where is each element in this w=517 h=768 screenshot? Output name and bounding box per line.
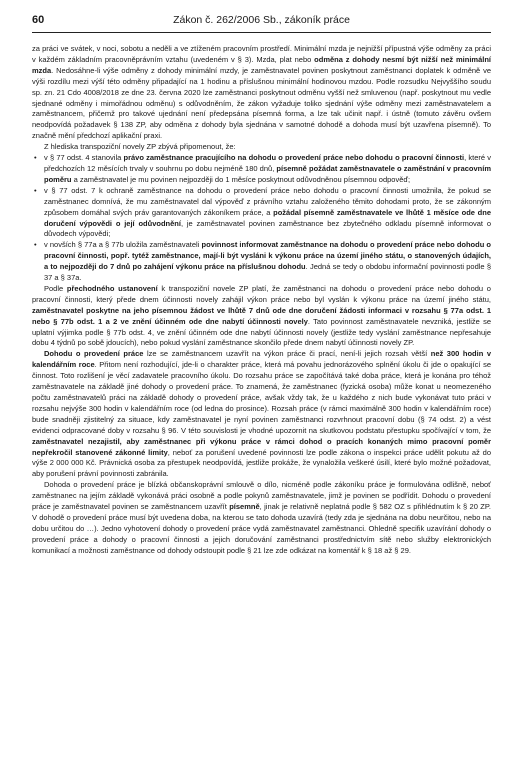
text-run: . Nedosáhne-li výše odměny z dohody minimální mzdy, je zaměstnavatel povinen poskytnout zaměstnanci doplatek k odměně ve výši rozdílu mezi výší této odměny připadající na 1 hodinu a příslušnou minimální hodinovou mzdou. Podle rozsudku Nejvyššího soudu sp. zn. 21 Cdo 4008/2018 ze dne 23. června 2020 lze zaměstnanci poskytnout odměnu vyšší než smluvenou (např. poskytnout mu vedle sjednané odměny i mimořádnou odměnu) s odůvodněním, že zákon vyžaduje toliko sjednání výše odměny mezi zaměstnavatelem a zaměstnancem, přičemž pro takové ujednání není předepsána písemná forma, a lze tak učinit např. i ústně (tomuto závěru ovšem neodpovídá požadavek § 138 ZP, aby odměna z dohody byla sjednána v samotné dohodě a dohoda musí být uzavřena písemně). To značně mění předchozí aplikační praxi.: [32, 65, 491, 141]
text-run: k transpoziční novele ZP platí, že zaměstnanci na dohodu o provedení práce nebo dohodu o pracovní činnosti, který přede dnem účinnosti novely zahájil výkon práce nebo byl vyslán k výkonu práce na území jiného státu,: [32, 283, 491, 304]
emphasis-run: odměna z dohody nesmí být nižší než minimální mzda: [32, 54, 492, 75]
paragraph-5: [32, 480, 491, 556]
paragraph-4: [32, 349, 491, 480]
text-run: , je zaměstnavatel povinen zaměstnance bez zbytečného odkladu písemně informovat o důvodech výpovědi;: [44, 218, 491, 239]
text-run: Dohoda o provedení práce je blízká občanskoprávní smlouvě o dílo, nicméně podle zákoníku práce je formulována odlišně, neboť zaměstnanec na jejím základě vykonává práci osobně a podle pokynů zaměstnavatele, jimž je povinen se podřídit. Dohodu o provedení práce je zaměstnavatel povinen se zaměstnancem uzavřít: [32, 480, 491, 512]
bullet-item-1: [32, 153, 491, 186]
text-run: lze se zaměstnancem uzavřít na výkon práce či prací, není-li jejich rozsah větší: [143, 349, 431, 359]
bullet-item-2: [32, 186, 491, 241]
emphasis-run: požádal písemně zaměstnavatele ve lhůtě 1 měsíce ode dne doručení výpovědi o její odůvodnění: [44, 207, 491, 228]
emphasis-run: než 300 hodin v kalendářním roce: [32, 349, 491, 370]
text-run: . Přitom není rozhodující, jde-li o charakter práce, která má povahu jednorázového splnění úkolu či jde o opakující se činnost. Toto rozlišení je věcí zadavatele pracovního úkolu. Do rozsahu práce se započítává také doba práce, která je konána pro téhož zaměstnavatele na základě jiné dohody o provedení práce. To znamená, že zaměstnanec (fyzická osoba) může konat u neomezeného počtu zaměstnavatelů práci na základě dohody o provedení práce, avšak vždy tak, že u každého z nich bude vykonávat tuto práci v rozsahu nejvýše 300 hodin v kalendářním roce (od ledna do prosince). Rozsah práce (v rámci maximálně 300 hodin v kalendářním roce) bude snadněji zjistitelný za situace, kdy zaměstnavatel je nyní povinen zaměstnanci rozvrhnout pracovní dobu (§ 74 odst. 2) a vést evidenci odpracované doby v rozsahu § 96. V této souvislosti je vhodné upozornit na skutkovou podstatu přestupku spočívající v tom, že: [32, 360, 491, 435]
text-run: , neboť za porušení uvedené povinnosti lze podle zákona o inspekci práce udělit pokutu až do výše 2 000 000 Kč. Právnická osoba za přestupek neodpovídá, jestliže prokáže, že vynaložila veškeré úsilí, které bylo možné požadovat, aby porušení právní povinnosti zabránila.: [32, 447, 491, 479]
emphasis-run: právo zaměstnance pracujícího na dohodu o provedení práce nebo dohodu o pracovní činnosti: [123, 153, 465, 163]
text-run: , které v předchozích 12 měsících trvaly v souhrnu po dobu nejméně 180 dnů,: [44, 153, 491, 173]
running-title: Zákon č. 262/2006 Sb., zákoník práce: [173, 14, 350, 26]
paragraph-3: [32, 284, 491, 349]
body-text: [32, 44, 491, 557]
emphasis-run: písemně: [229, 502, 260, 512]
text-run: Podle: [44, 283, 67, 293]
text-run: . Tato povinnost zaměstnavatele nevzniká, jestliže se uplatní výjimka podle § 77b odst. 4, ve znění účinném ode dne nabytí účinnosti novely (jestliže tedy vyslání zaměstnance nepřesahuje dobu 4 týdnů po sobě jdoucích), nebo pokud vyslání zaměstnance skončilo přede dnem nabytí účinnosti novely ZP.: [32, 316, 492, 348]
paragraph-1: [32, 44, 491, 142]
emphasis-run: povinnost informovat zaměstnance na dohodu o provedení práce nebo dohodu o pracovní činnosti, popř. tytéž zaměstnance, mají-li být vysláni k výkonu práce na území jiného státu, o stanovených údajích, a to nejpozději do 7 dnů po zahájení výkonu práce na příslušnou dohodu: [44, 240, 491, 272]
emphasis-run: zaměstnavatel poskytne na jeho písemnou žádost ve lhůtě 7 dnů ode dne doručení žádosti informaci v rozsahu § 77a odst. 1 nebo § 77b odst. 1 a 2 ve znění účinném ode dne nabytí účinnosti novely: [32, 305, 491, 326]
text-run: v § 77 odst. 4 stanovila: [44, 153, 124, 163]
page-header: [32, 14, 491, 33]
paragraph-2: Z hlediska transpoziční novely ZP zbývá připomenout, že:: [44, 142, 236, 152]
emphasis-run: písemně požádat zaměstnavatele o zaměstnání v pracovním poměru: [44, 163, 491, 184]
emphasis-run: Dohodu o provedení práce: [44, 349, 144, 359]
text-run: , jinak je relativně neplatná podle § 582 OZ s přihlédnutím k § 20 ZP. V dohodě o provedení práce musí být uvedena doba, na kterou se tato dohoda uzavírá (tedy zda je sjednána na dobu neurčitou, nebo na dobu určitou do …). Jedno vyhotovení dohody o provedení práce vydá zaměstnavatel zaměstnanci. Ohledně specifik uzavírání dohody o provedení práce a dohody o pracovní činnosti a jejich doručování zaměstnanci prostřednictvím sítě nebo služby elektronických komunikací a možnosti zaměstnance od dohody odstoupit podle § 21 lze zde odkázat na komentář k § 18 až § 29.: [32, 502, 491, 555]
text-run: . Jedná se tedy o obdobu informační povinnosti podle § 37 a § 37a.: [44, 262, 492, 283]
text-run: a zaměstnavatel je mu povinen nejpozději do 1 měsíce poskytnout odůvodněnou písemnou odpověď;: [71, 174, 411, 184]
page-number: 60: [32, 14, 45, 26]
emphasis-run: přechodného ustanovení: [66, 283, 158, 293]
text-run: v § 77 odst. 7 k ochraně zaměstnance na dohodu o provedení práce nebo dohodu o pracovní činnosti umožnila, že pokud se zaměstnanec domnívá, že mu zaměstnavatel dal výpověď z právního vztahu založeného těmito dohodami proto, že se zákonným způsobem domáhal svých práv garantovaných zákoníkem práce, a: [44, 185, 491, 217]
bullet-item-3: [32, 240, 491, 284]
text-run: v novších § 77a a § 77b uložila zaměstnavateli: [44, 240, 202, 250]
bullet-list: [32, 153, 491, 284]
emphasis-run: zaměstnavatel nezajistil, aby zaměstnanec při výkonu práce v rámci dohod o pracích konaných mimo pracovní poměr nepřekročil stanovené zákonné limity: [32, 436, 491, 457]
text-run: za práci ve svátek, v noci, sobotu a neděli a ve ztíženém pracovním prostředí. Minimální mzda je nejnižší přípustná výše odměny za práci v každém základním pracovněprávním vztahu (uvedeném v § 3). Mzda, plat nebo: [32, 44, 491, 64]
